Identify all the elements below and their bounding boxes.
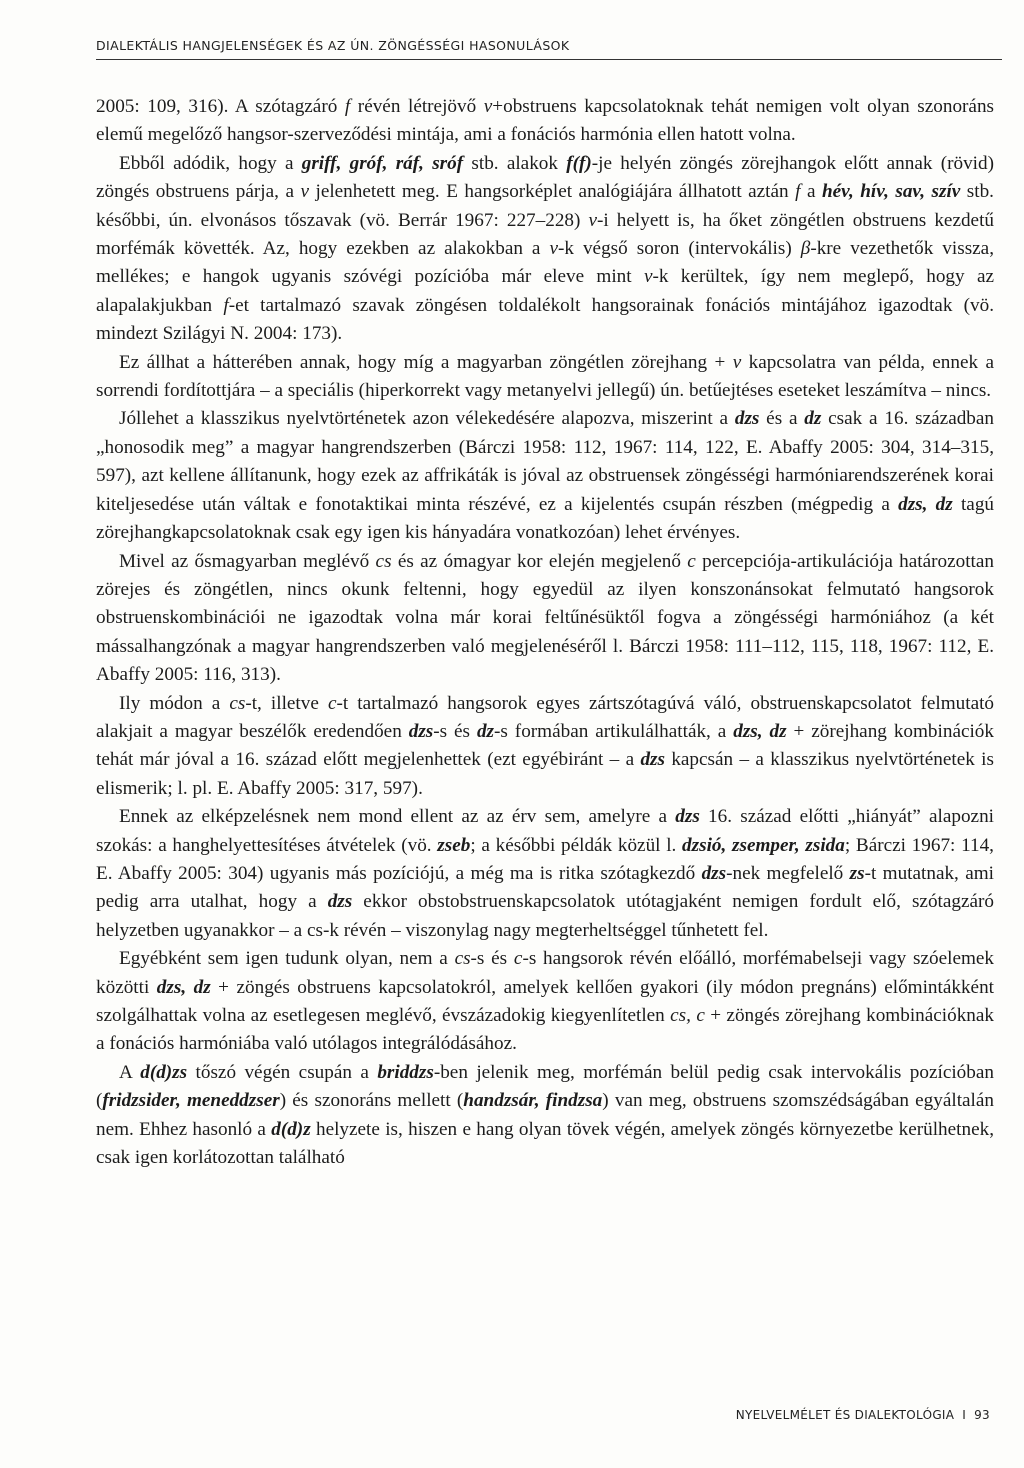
text-run: Jóllehet a klasszikus nyelvtörténetek azon vélekedésére alapozva, miszerint a bbox=[119, 408, 735, 430]
paragraph bbox=[96, 405, 994, 547]
example-word: v bbox=[588, 209, 598, 231]
example-word: griff, gróf, ráf, sróf bbox=[301, 152, 464, 174]
journal-name: NYELVELMÉLET ÉS DIALEKTOLÓGIA bbox=[735, 1408, 955, 1422]
example-word: f(f) bbox=[566, 152, 592, 174]
text-run: jelenhetett meg. E hangsorképlet analógiájára állhatott aztán bbox=[309, 181, 796, 203]
example-word: f bbox=[223, 294, 229, 316]
example-word: fridzsider, meneddzser bbox=[102, 1090, 280, 1112]
text-run: és a bbox=[759, 408, 805, 430]
text-run: és az ómagyar kor elején megjelenő bbox=[391, 550, 688, 572]
example-word: v bbox=[732, 351, 742, 373]
text-run: stb. későbbi, ún. elvonásos tőszavak (vö. Berrár 1967: 227–228) bbox=[96, 181, 994, 231]
text-run: + zöngés zörejhang kombinációknak a fonációs harmóniába való utólagos integrálódásához. bbox=[96, 1005, 994, 1055]
text-run: ; a későbbi példák közül l. bbox=[470, 834, 683, 856]
paragraph bbox=[96, 945, 994, 1059]
text-run: A bbox=[119, 1061, 141, 1083]
example-word: zs bbox=[849, 862, 865, 884]
text-run: + zörejhang kombinációk tehát már jóval a 16. század előtt megjelenhettek (ezt egyébiránt – a bbox=[96, 720, 994, 771]
text-run: ) van meg, obstruens szomszédságában egyáltalán nem. Ehhez hasonló a bbox=[96, 1090, 994, 1140]
example-word: dzs, dz bbox=[733, 720, 787, 742]
text-run: -k végső soron (intervokális) bbox=[557, 238, 801, 260]
text-run: percepciója-artikulációja határozottan zörejes és zöngétlen, nincs okunk feltenni, hogy egyedül az ilyen konszonánsokat felmutató hangsorok obstruenskombinációi ne igazodtak volna már korai feltűnésüktől fogva a zöngésségi harmóniához (a két mássalhangzónak a magyar hangrendszerben való megjelenéséről l. Bárczi 1958: 111–112, 115, 118, 1967: 112, E. Abaffy 2005: 116, 313). bbox=[96, 550, 994, 686]
paragraph bbox=[96, 150, 994, 349]
example-word: β bbox=[800, 238, 811, 260]
text-run: helyzete is, hiszen e hang olyan tövek végén, amelyek zöngés környezetbe kerülhetnek, csak igen korlátozottan található bbox=[96, 1118, 995, 1169]
text-run: Ez állhat a hátterében annak, hogy míg a magyarban zöngétlen zörejhang + bbox=[119, 351, 733, 373]
text-run: -i helyett is, ha őket zöngétlen obstruens kezdetű morfémák követték. Az, hogy ezekben az alakokban a bbox=[96, 209, 994, 260]
text-run: -et tartalmazó szavak zöngésen toldalékolt hangsorainak fonációs mintájához igazodtak (vö. mindezt Szilágyi N. 2004: 173). bbox=[96, 294, 994, 345]
text-run: -s formában artikulálhatták, a bbox=[494, 720, 734, 742]
example-word: v bbox=[300, 181, 309, 203]
text-run: ekkor obstobstruenskapcsolatok utótagjaként nemigen fordult elő, szótagzáró helyzetben ugyanakkor – a cs-k révén – viszonylag nagy megterheltséggel tűnhetett fel. bbox=[96, 891, 994, 941]
text-run: kapcsán – a klasszikus nyelvtörténetek is elismerik; l. pl. E. Abaffy 2005: 317, 597). bbox=[96, 749, 994, 799]
example-word: dzs bbox=[701, 862, 727, 884]
example-word: d(d)zs bbox=[140, 1061, 188, 1083]
text-run: -s és bbox=[470, 948, 514, 970]
paragraph bbox=[96, 93, 994, 150]
text-run: ; Bárczi 1967: 114, E. Abaffy 2005: 304) ugyanis más pozíciójú, a még ma is ritka szótagkezdő bbox=[96, 834, 994, 884]
paragraph bbox=[96, 803, 994, 945]
text-run: stb. alakok bbox=[463, 152, 567, 174]
text-run: +obstruens kapcsolatoknak tehát nemigen volt olyan szonoráns elemű megelőző hangsor-szerveződési mintája, ami a fonációs harmónia ellen hatott volna. bbox=[96, 96, 995, 146]
example-word: d(d)z bbox=[271, 1118, 311, 1140]
example-word: dzs bbox=[327, 891, 353, 913]
paragraph bbox=[96, 1059, 994, 1173]
example-word: dzs bbox=[408, 720, 434, 742]
text-run: Egyébként sem igen tudunk olyan, nem a bbox=[119, 948, 455, 970]
text-run: -s és bbox=[433, 720, 477, 742]
example-word: dz bbox=[476, 720, 495, 742]
text-run: -k kerültek, így nem meglepő, hogy az alapalakjukban bbox=[96, 266, 994, 316]
text-run: tőszó végén csupán a bbox=[187, 1061, 378, 1083]
text-run: Ennek az elképzelésnek nem mond ellent az az érv sem, amelyre a bbox=[119, 806, 676, 828]
example-word: cs bbox=[454, 948, 471, 970]
example-word: dzs bbox=[675, 806, 700, 828]
example-word: v bbox=[643, 266, 653, 288]
paragraph bbox=[96, 548, 994, 690]
example-word: c bbox=[513, 948, 523, 970]
text-run: tagú zörejhangkapcsolatoknak csak egy igen kis hányadára vonatkozóan) lehet érvényes. bbox=[96, 493, 995, 544]
example-word: c bbox=[327, 692, 337, 714]
example-word: f bbox=[344, 96, 351, 117]
footer-separator: I bbox=[962, 1408, 967, 1422]
example-word: cs bbox=[375, 550, 392, 572]
text-run: Ily módon a bbox=[119, 692, 230, 714]
example-word: handzsár, findzsa bbox=[463, 1090, 603, 1112]
example-word: zseb bbox=[437, 834, 471, 856]
example-word: dzs, dz bbox=[898, 493, 953, 515]
example-word: c bbox=[687, 550, 696, 572]
text-run: Ebből adódik, hogy a bbox=[119, 152, 302, 174]
example-word: dzs, dz bbox=[156, 976, 211, 998]
page-number: 93 bbox=[974, 1408, 990, 1422]
example-word: hév, hív, sav, szív bbox=[821, 181, 961, 203]
running-title: DIALEKTÁLIS HANGJELENSÉGEK ÉS AZ ÚN. ZÖNGÉSSÉGI HASONULÁSOK bbox=[96, 38, 570, 53]
example-word: cs, c bbox=[670, 1005, 705, 1026]
example-word: v bbox=[549, 238, 558, 260]
text-run: révén létrejövő bbox=[350, 96, 484, 117]
running-header bbox=[96, 38, 1002, 60]
text-run: -nek megfelelő bbox=[726, 862, 850, 884]
article-body bbox=[96, 93, 994, 1172]
text-run: -s hangsorok révén előálló, morfémabelseji vagy szóelemek közötti bbox=[96, 948, 994, 998]
text-run: ) és szonoráns mellett ( bbox=[279, 1090, 464, 1112]
text-run: csak a 16. században „honosodik meg” a magyar hangrendszerben (Bárczi 1958: 112, 1967: 114, 122, E. Abaffy 2005: 304, 314–315, 597), azt kellene állítanunk, hogy ezek az affrikáták is jóval az obstruensek zöngésségi harmóniarendszerének korai kiteljesedése után váltak e fonotaktikai minta részévé, ez a kijelentés csupán részben (mégpedig a bbox=[96, 408, 995, 515]
text-run: -je helyén zöngés zörejhangok előtt annak (rövid) zöngés obstruens párja, a bbox=[96, 152, 994, 203]
example-word: dz bbox=[804, 408, 822, 430]
example-word: dzsió, zsemper, zsida bbox=[682, 834, 845, 856]
paragraph bbox=[96, 690, 994, 804]
example-word: cs bbox=[229, 692, 246, 714]
text-run: 2005: 109, 316). A szótagzáró bbox=[96, 96, 345, 117]
text-run: -kre vezethetők vissza, mellékes; e hangok ugyanis szóvégi pozícióba már eleve mint bbox=[96, 238, 994, 288]
text-run: 16. század előtti „hiányát” alapozni szokás: a hanghelyettesítéses átvételek (vö. bbox=[96, 806, 994, 856]
text-run: -t tartalmazó hangsorok egyes zártszótagúvá váló, obstruenskapcsolatot felmutató alakjait a magyar beszélők eredendően bbox=[96, 692, 995, 742]
text-run: -t mutatnak, ami pedig arra utalhat, hogy a bbox=[96, 862, 994, 913]
text-run: -ben jelenik meg, morfémán belül pedig csak intervokális pozícióban ( bbox=[96, 1061, 994, 1112]
text-run: a bbox=[800, 181, 822, 203]
text-run: kapcsolatra van példa, ennek a sorrendi fordítottjára – a speciális (hiperkorrekt vagy metanyelvi jellegű) ún. betűejtéses eseteket leszámítva – nincs. bbox=[96, 351, 994, 402]
text-run: + zöngés obstruens kapcsolatokról, amelyek kellően gyakori (ily módon pregnáns) előmintákként szolgálhattak volna az esetlegesen meglévő, évszázadokig kiegyenlítetlen bbox=[96, 976, 994, 1026]
paragraph bbox=[96, 349, 994, 406]
page-footer bbox=[736, 1408, 990, 1422]
example-word: briddzs bbox=[377, 1061, 434, 1083]
example-word: dzs bbox=[640, 749, 665, 771]
text-run: -t, illetve bbox=[245, 692, 328, 714]
example-word: f bbox=[795, 181, 801, 203]
example-word: dzs bbox=[734, 408, 760, 430]
example-word: v bbox=[483, 96, 493, 117]
text-run: Mivel az ősmagyarban meglévő bbox=[119, 550, 376, 572]
